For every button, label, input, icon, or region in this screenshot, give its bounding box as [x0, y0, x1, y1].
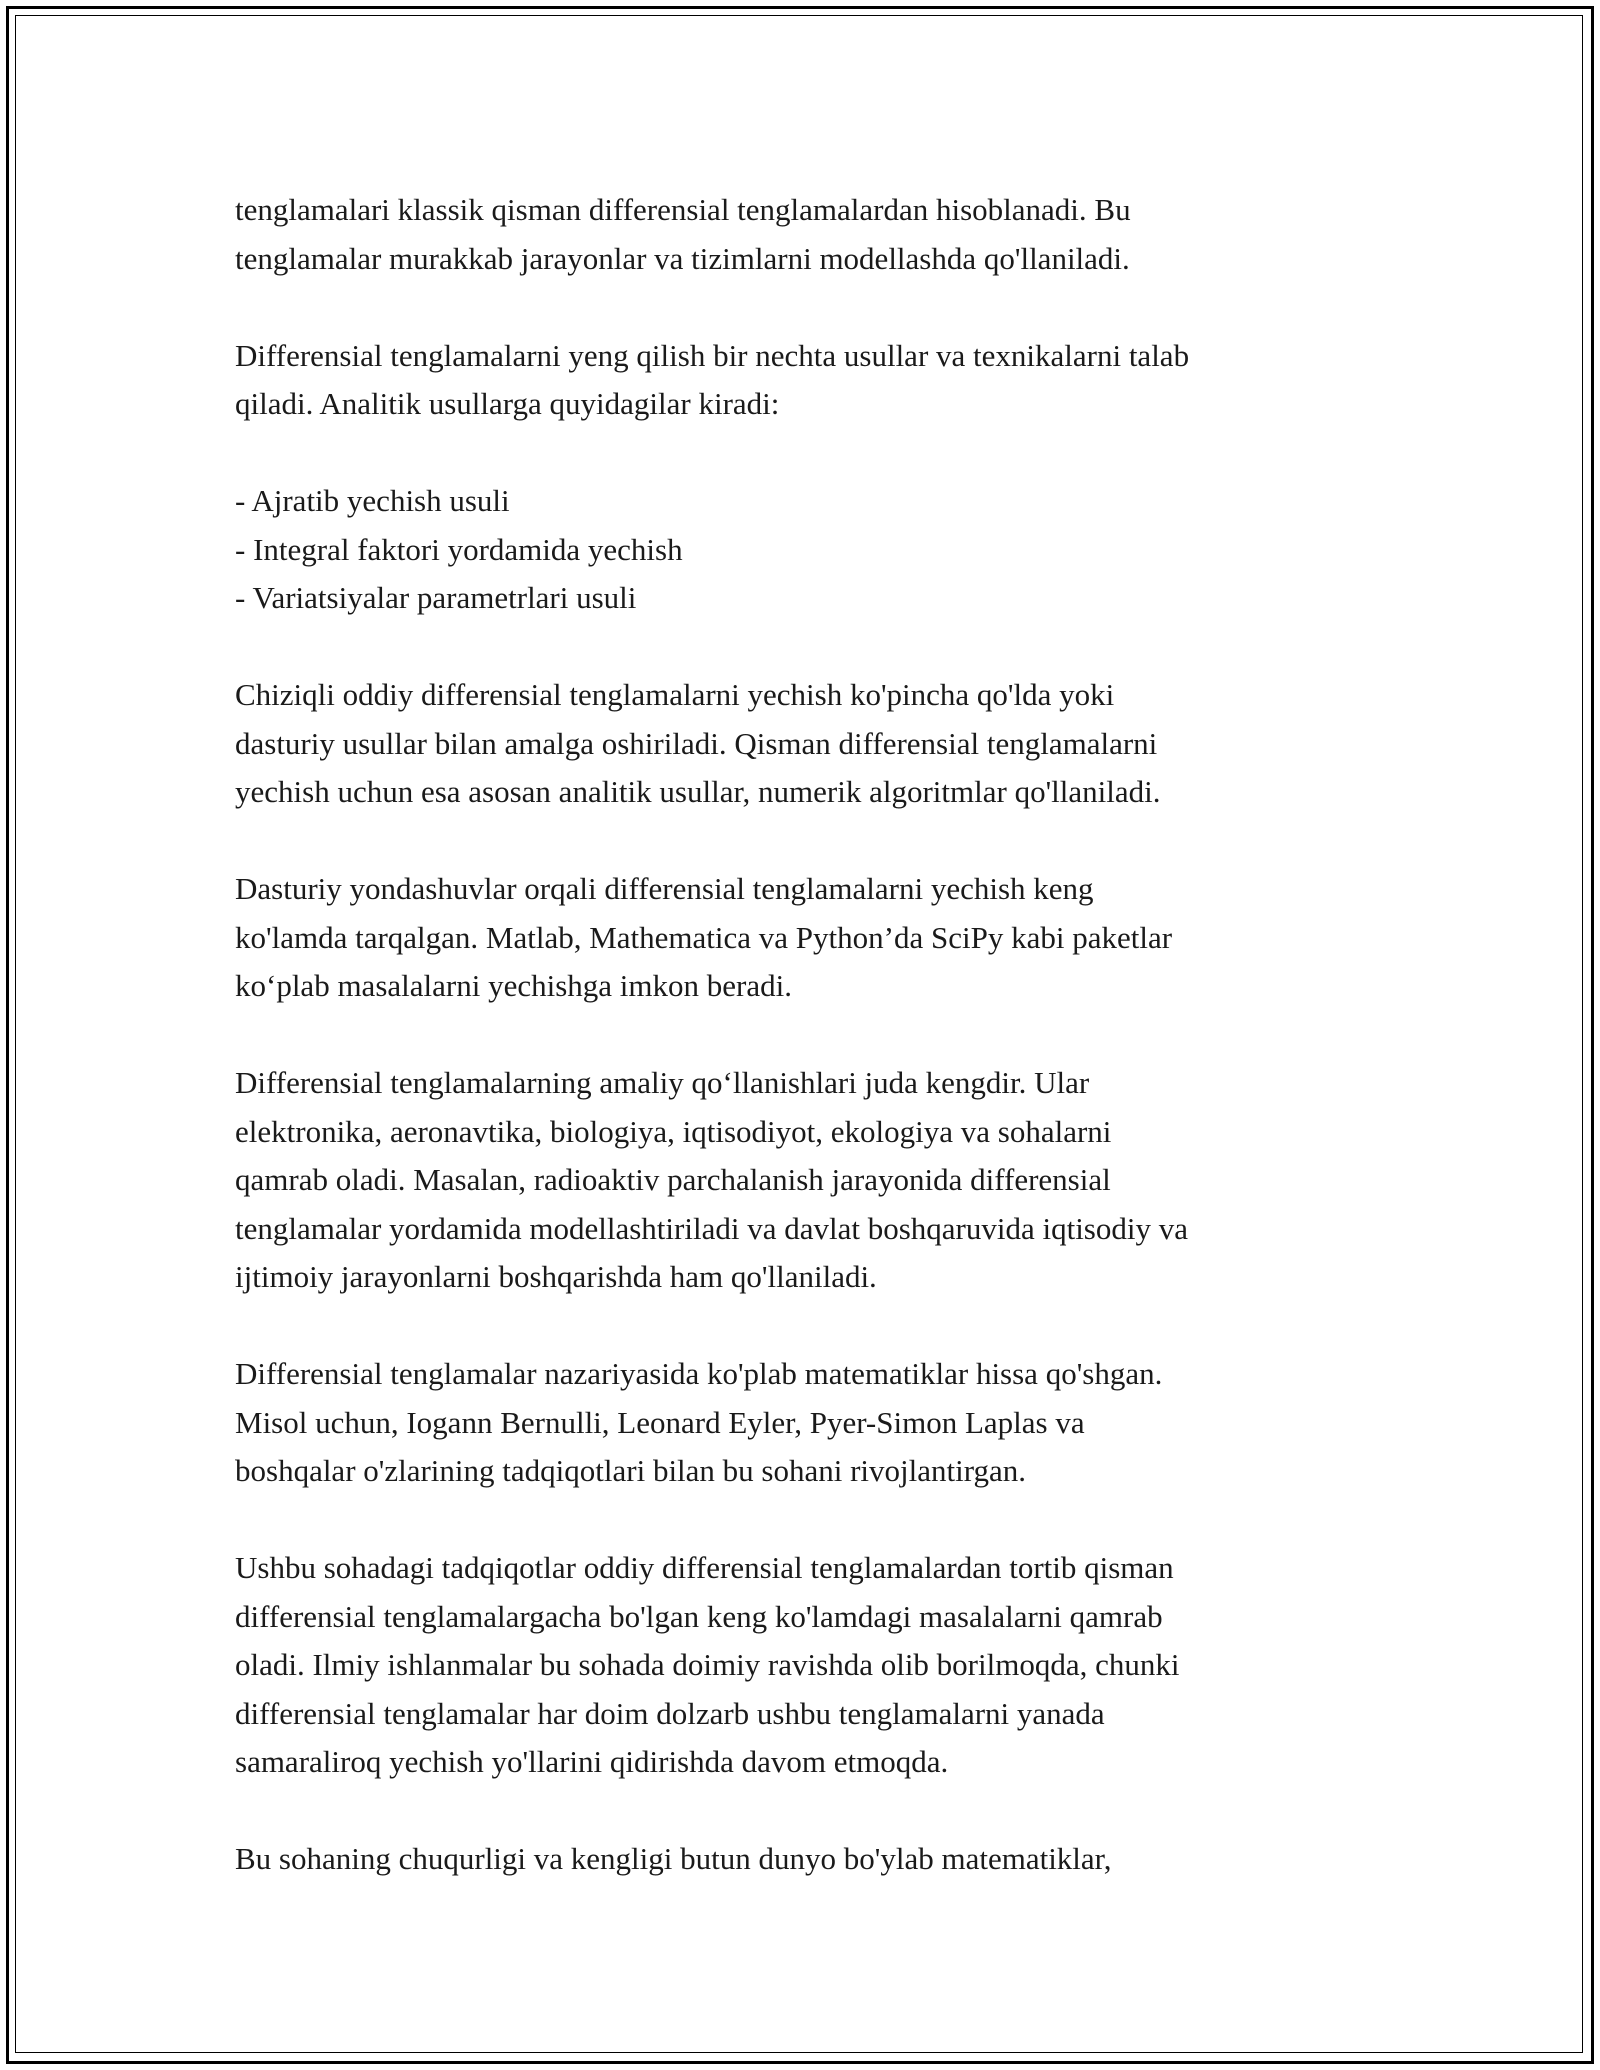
paragraph-7: Ushbu sohadagi tadqiqotlar oddiy differensial tenglamalardan tortib qisman differensial tenglamalargacha bo'lgan keng ko'lamdagi masalalarni qamrab oladi. Ilmiy ishlanmalar bu sohada doimiy ravishda olib borilmoqda, chunki differensial tenglamalar har doim dolzarb ushbu tenglamalarni yanada samaraliroq yechish yo'llarini qidirishda davom etmoqda. [235, 1550, 1180, 1779]
paragraph-4: Dasturiy yondashuvlar orqali differensial tenglamalarni yechish keng ko'lamda tarqalgan. Matlab, Mathematica va Python’da SciPy kabi paketlar ko‘plab masalalarni yechishga imkon beradi. [235, 871, 1173, 1003]
list-item: - Variatsiyalar parametrlari usuli [235, 580, 637, 615]
list-item: - Integral faktori yordamida yechish [235, 531, 683, 567]
document-body [235, 186, 1380, 1932]
paragraph-2: Differensial tenglamalarni yeng qilish bir nechta usullar va texnikalarni talab qiladi. Analitik usullarga quyidagilar kiradi: [235, 337, 1190, 421]
methods-list [235, 477, 1380, 623]
paragraph-3: Chiziqli oddiy differensial tenglamalarni yechish ko'pincha qo'lda yoki dasturiy usullar bilan amalga oshiriladi. Qisman differensial tenglamalarni yechish uchun esa asosan analitik usullar, numerik algoritmlar qo'llaniladi. [235, 677, 1161, 809]
paragraph-5: Differensial tenglamalarning amaliy qo‘llanishlari juda kengdir. Ular elektronika, aeronavtika, biologiya, iqtisodiyot, ekologiya va sohalarni qamrab oladi. Masalan, radioaktiv parchalanish jarayonida differensial tenglamalar yordamida modellashtiriladi va davlat boshqaruvida iqtisodiy va ijtimoiy jarayonlarni boshqarishda ham qo'llaniladi. [235, 1065, 1188, 1294]
paragraph-6: Differensial tenglamalar nazariyasida ko'plab matematiklar hissa qo'shgan. Misol uchun, Iogann Bernulli, Leonard Eyler, Pyer-Simon Laplas va boshqalar o'zlarining tadqiqotlari bilan bu sohani rivojlantirgan. [235, 1356, 1163, 1488]
paragraph-1: tenglamalari klassik qisman differensial tenglamalardan hisoblanadi. Bu tenglamalar murakkab jarayonlar va tizimlarni modellashda qo'llaniladi. [235, 192, 1131, 276]
list-item: - Ajratib yechish usuli [235, 483, 510, 518]
paragraph-8: Bu sohaning chuqurligi va kengligi butun dunyo bo'ylab matematiklar, [235, 1841, 1112, 1876]
